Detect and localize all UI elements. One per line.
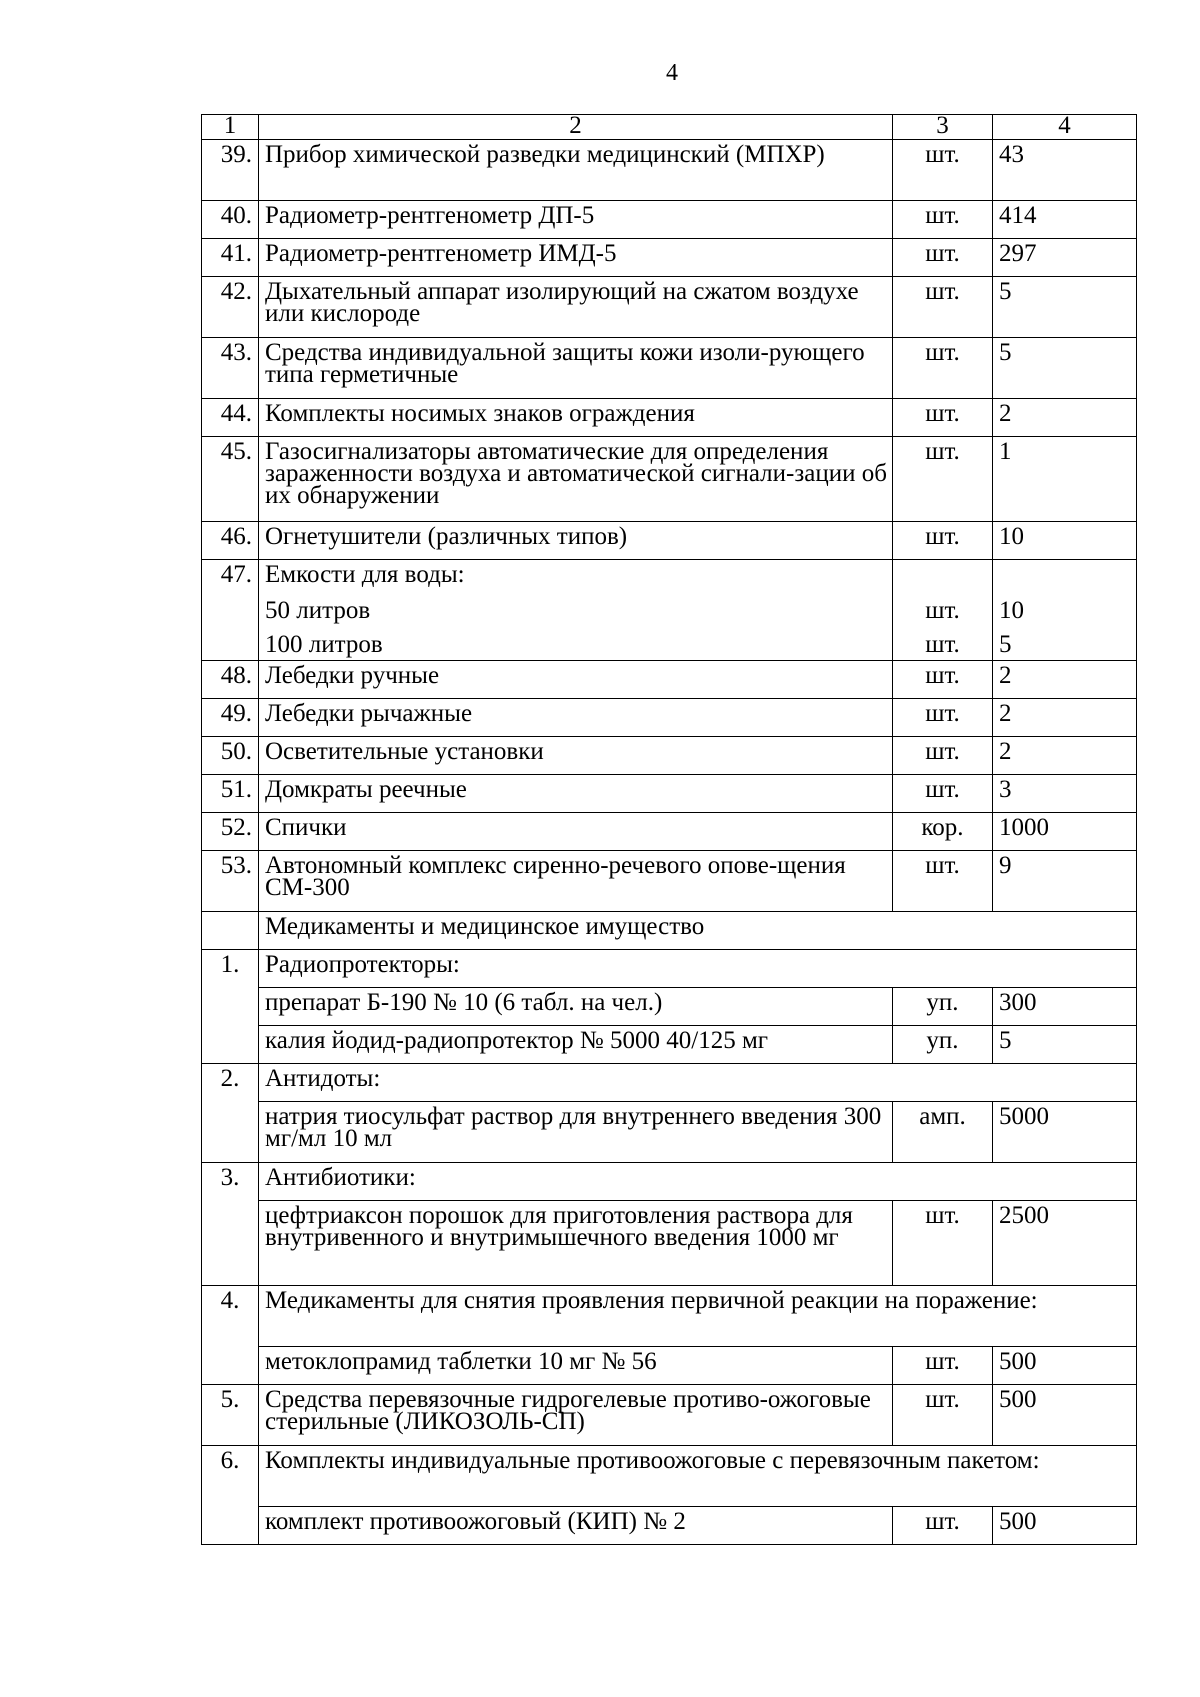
table-row: [202, 988, 1137, 1026]
row-number: 45.: [202, 437, 259, 522]
item-unit: шт.: [893, 522, 993, 560]
section-row: [202, 912, 1137, 950]
item-unit: шт.: [893, 661, 993, 699]
row-number: 5.: [202, 1385, 259, 1446]
sub-item-unit: шт.: [925, 597, 960, 624]
item-quantity: 5000: [993, 1102, 1137, 1163]
table-row: [202, 1385, 1137, 1446]
header-cell-3: 3: [893, 115, 993, 140]
sub-item-name: 50 литров: [265, 597, 371, 624]
item-quantity: 43: [993, 140, 1137, 201]
item-name: Прибор химической разведки медицинский (МПХР): [259, 140, 893, 201]
row-number: 46.: [202, 522, 259, 560]
group-title: Антидоты:: [259, 1064, 1137, 1102]
item-unit: шт.: [893, 851, 993, 912]
item-unit: [893, 560, 993, 661]
item-name: Спички: [259, 813, 893, 851]
table-row: [202, 399, 1137, 437]
section-number-cell: [202, 912, 259, 950]
item-name: Средства индивидуальной защиты кожи изоли-рующего типа герметичные: [259, 338, 893, 399]
item-name: Огнетушители (различных типов): [259, 522, 893, 560]
group-title: Медикаменты для снятия проявления первичной реакции на поражение:: [259, 1286, 1137, 1347]
item-quantity: 500: [993, 1385, 1137, 1446]
item-name: Дыхательный аппарат изолирующий на сжатом воздухе или кислороде: [259, 277, 893, 338]
section-title: Медикаменты и медицинское имущество: [259, 912, 1137, 950]
item-quantity: 5: [993, 277, 1137, 338]
row-number: 50.: [202, 737, 259, 775]
item-unit: шт.: [893, 140, 993, 201]
table-row: [202, 239, 1137, 277]
row-number: 3.: [202, 1163, 259, 1286]
item-unit: амп.: [893, 1102, 993, 1163]
table-row: [202, 1286, 1137, 1347]
table-row: [202, 950, 1137, 988]
item-name: калия йодид-радиопротектор № 5000 40/125 мг: [259, 1026, 893, 1064]
item-quantity: 2500: [993, 1201, 1137, 1286]
item-unit: уп.: [893, 1026, 993, 1064]
item-name: цефтриаксон порошок для приготовления раствора для внутривенного и внутримышечного введения 1000 мг: [259, 1201, 893, 1286]
table-row: [202, 1507, 1137, 1545]
table-row: [202, 437, 1137, 522]
item-name: натрия тиосульфат раствор для внутреннего введения 300 мг/мл 10 мл: [259, 1102, 893, 1163]
equipment-table: [201, 114, 1137, 1545]
item-quantity: 9: [993, 851, 1137, 912]
table-row: [202, 813, 1137, 851]
item-quantity: [993, 560, 1137, 661]
item-name: метоклопрамид таблетки 10 мг № 56: [259, 1347, 893, 1385]
item-quantity: 3: [993, 775, 1137, 813]
item-quantity: 1: [993, 437, 1137, 522]
item-quantity: 500: [993, 1347, 1137, 1385]
item-name: Средства перевязочные гидрогелевые противо-ожоговые стерильные (ЛИКОЗОЛЬ-СП): [259, 1385, 893, 1446]
table-row: [202, 1163, 1137, 1201]
table-row: [202, 851, 1137, 912]
row-number: 52.: [202, 813, 259, 851]
item-unit: шт.: [893, 775, 993, 813]
item-quantity: 2: [993, 661, 1137, 699]
item-quantity: 500: [993, 1507, 1137, 1545]
sub-item-quantity: 5: [999, 631, 1012, 658]
table-row: [202, 1102, 1137, 1163]
item-name: Лебедки рычажные: [259, 699, 893, 737]
item-unit: шт.: [893, 1507, 993, 1545]
item-unit: шт.: [893, 201, 993, 239]
item-name: комплект противоожоговый (КИП) № 2: [259, 1507, 893, 1545]
table-row: [202, 140, 1137, 201]
item-name: Автономный комплекс сиренно-речевого опове-щения СМ-300: [259, 851, 893, 912]
item-name: Осветительные установки: [259, 737, 893, 775]
item-unit: шт.: [893, 277, 993, 338]
item-name: препарат Б-190 № 10 (6 табл. на чел.): [259, 988, 893, 1026]
sub-item-name: 100 литров: [265, 631, 383, 658]
item-name: Газосигнализаторы автоматические для определения зараженности воздуха и автоматической сигнали-зации об их обнаружении: [259, 437, 893, 522]
item-quantity: 1000: [993, 813, 1137, 851]
row-number: 48.: [202, 661, 259, 699]
item-unit: шт.: [893, 239, 993, 277]
row-number: 1.: [202, 950, 259, 1064]
item-name: Домкраты реечные: [259, 775, 893, 813]
row-number: 49.: [202, 699, 259, 737]
table-row: [202, 1347, 1137, 1385]
item-unit: шт.: [893, 399, 993, 437]
header-cell-4: 4: [993, 115, 1137, 140]
row-number: 41.: [202, 239, 259, 277]
item-unit: шт.: [893, 1201, 993, 1286]
table-header-row: [202, 115, 1137, 140]
sub-item-unit: шт.: [925, 631, 960, 658]
row-number: 2.: [202, 1064, 259, 1163]
row-number: 40.: [202, 201, 259, 239]
sub-item-quantity: 10: [999, 597, 1024, 624]
item-unit: кор.: [893, 813, 993, 851]
page-number: 4: [666, 60, 678, 86]
group-title: Радиопротекторы:: [259, 950, 1137, 988]
item-quantity: 2: [993, 699, 1137, 737]
item-unit: уп.: [893, 988, 993, 1026]
header-cell-1: 1: [202, 115, 259, 140]
row-number: 39.: [202, 140, 259, 201]
item-group-title: Емкости для воды:: [265, 561, 465, 588]
item-unit: шт.: [893, 737, 993, 775]
table-row: [202, 560, 1137, 661]
table-row: [202, 1201, 1137, 1286]
row-number: 42.: [202, 277, 259, 338]
group-title: Антибиотики:: [259, 1163, 1137, 1201]
item-quantity: 5: [993, 1026, 1137, 1064]
table-row: [202, 1446, 1137, 1507]
item-quantity: 10: [993, 522, 1137, 560]
row-number: 4.: [202, 1286, 259, 1385]
item-name: Лебедки ручные: [259, 661, 893, 699]
table-row: [202, 775, 1137, 813]
item-quantity: 300: [993, 988, 1137, 1026]
item-unit: шт.: [893, 1385, 993, 1446]
table-row: [202, 338, 1137, 399]
row-number: 43.: [202, 338, 259, 399]
item-name: Комплекты носимых знаков ограждения: [259, 399, 893, 437]
row-number: 6.: [202, 1446, 259, 1545]
table-row: [202, 1026, 1137, 1064]
item-quantity: 297: [993, 239, 1137, 277]
table-row: [202, 737, 1137, 775]
item-quantity: 414: [993, 201, 1137, 239]
item-quantity: 5: [993, 338, 1137, 399]
row-number: 53.: [202, 851, 259, 912]
item-unit: шт.: [893, 437, 993, 522]
row-number: 44.: [202, 399, 259, 437]
item-quantity: 2: [993, 737, 1137, 775]
item-unit: шт.: [893, 1347, 993, 1385]
item-unit: шт.: [893, 338, 993, 399]
item-name: [259, 560, 893, 661]
table-row: [202, 661, 1137, 699]
table-row: [202, 699, 1137, 737]
item-quantity: 2: [993, 399, 1137, 437]
table-row: [202, 277, 1137, 338]
table-row: [202, 201, 1137, 239]
item-name: Радиометр-рентгенометр ИМД-5: [259, 239, 893, 277]
table-row: [202, 1064, 1137, 1102]
table-row: [202, 522, 1137, 560]
item-name: Радиометр-рентгенометр ДП-5: [259, 201, 893, 239]
header-cell-2: 2: [259, 115, 893, 140]
row-number: 47.: [202, 560, 259, 661]
row-number: 51.: [202, 775, 259, 813]
group-title: Комплекты индивидуальные противоожоговые с перевязочным пакетом:: [259, 1446, 1137, 1507]
item-unit: шт.: [893, 699, 993, 737]
